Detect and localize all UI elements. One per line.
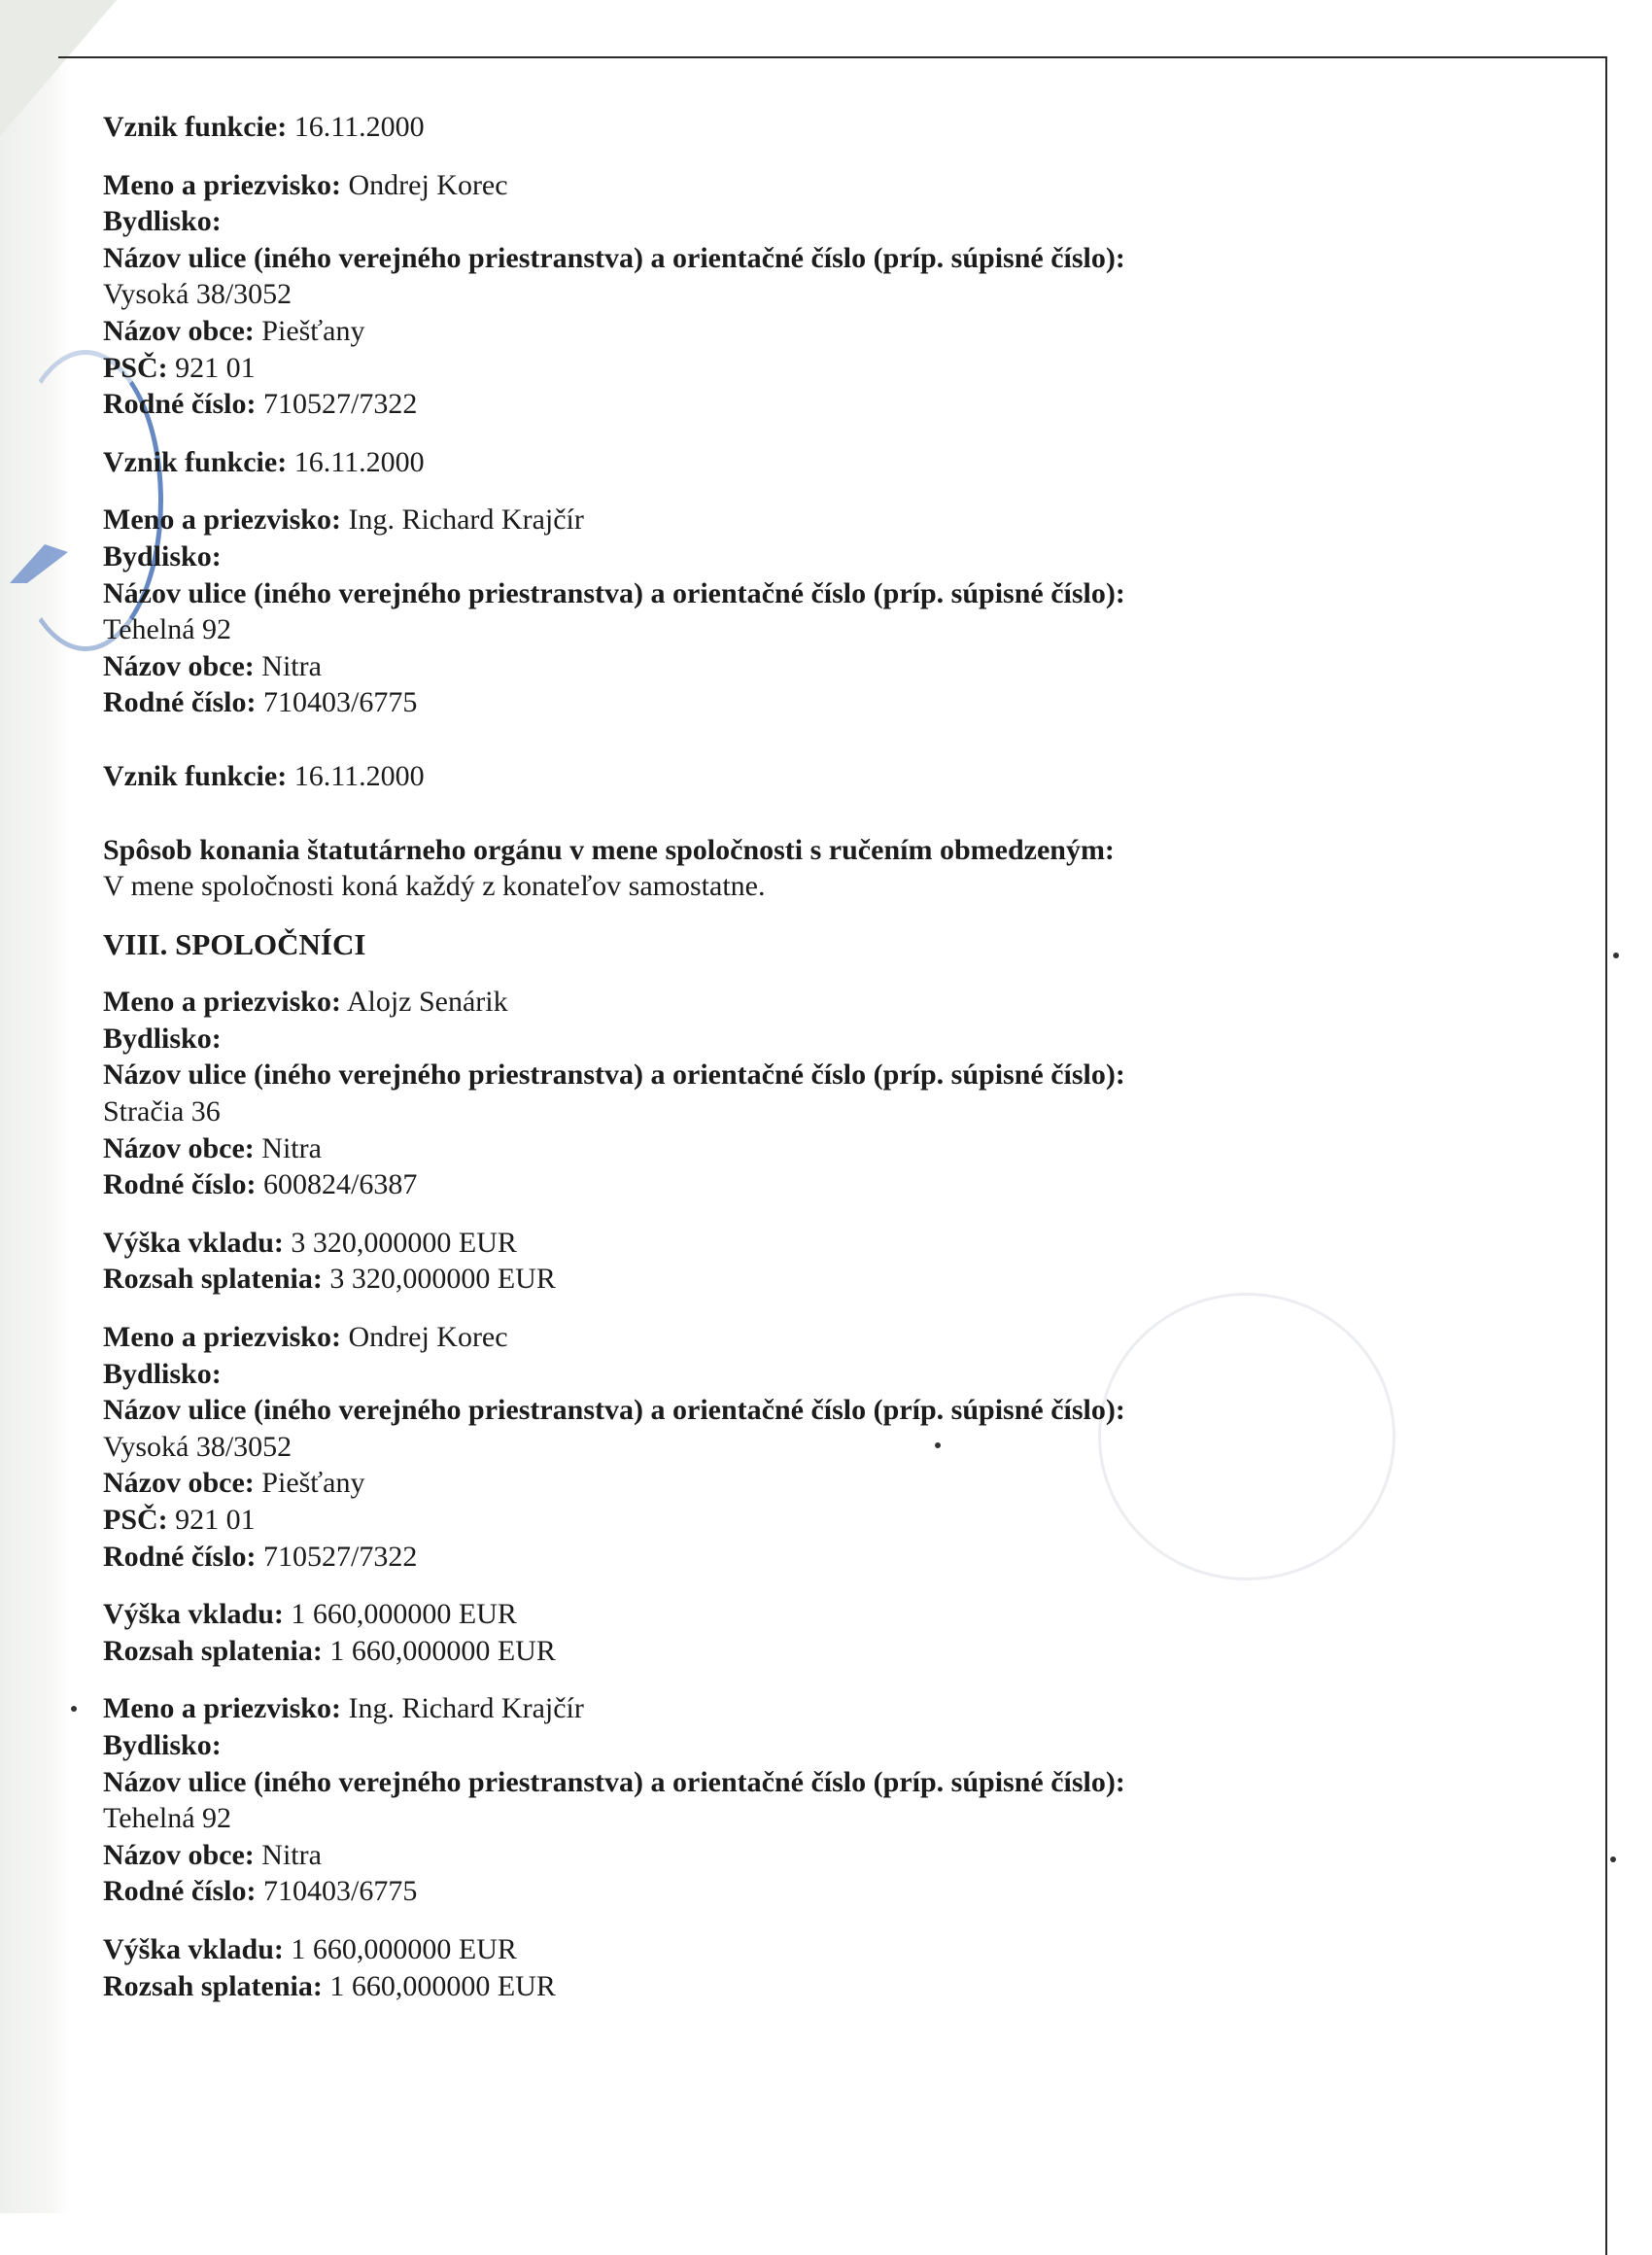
acting-method-label: Spôsob konania štatutárneho orgánu v mene spoločnosti s ručením obmedzeným: <box>103 833 1115 866</box>
field-label: Bydlisko: <box>103 1357 222 1390</box>
birth-number-value: 710403/6775 <box>263 1875 418 1908</box>
field-label: Vznik funkcie: <box>103 111 288 143</box>
acting-method-section <box>103 832 1580 905</box>
field-label: PSČ: <box>103 1504 168 1536</box>
city-value: Nitra <box>261 1131 322 1164</box>
postal-code-value: 921 01 <box>175 351 256 384</box>
birth-number-value: 600824/6387 <box>263 1168 418 1201</box>
field-label: Meno a priezvisko: <box>103 986 341 1019</box>
field-label: Názov obce: <box>103 649 255 682</box>
street-value: Vysoká 38/3052 <box>103 1430 293 1463</box>
field-label: Bydlisko: <box>103 1022 222 1055</box>
field-label: Vznik funkcie: <box>103 445 288 478</box>
field-label: Bydlisko: <box>103 1728 222 1761</box>
konatel-entry <box>103 167 1580 481</box>
street-value: Stračia 36 <box>103 1095 221 1128</box>
spolocnik-entry <box>103 984 1580 1298</box>
field-label: Meno a priezvisko: <box>103 1692 341 1725</box>
field-label: Rozsah splatenia: <box>103 1263 323 1296</box>
birth-number-value: 710527/7322 <box>263 1540 418 1573</box>
paid-value: 1 660,000000 EUR <box>329 1634 556 1667</box>
field-label: Vznik funkcie: <box>103 759 288 792</box>
field-label: Meno a priezvisko: <box>103 1321 341 1354</box>
deposit-value: 1 660,000000 EUR <box>291 1932 517 1965</box>
field-label: Meno a priezvisko: <box>103 168 341 201</box>
field-label: Rozsah splatenia: <box>103 1634 323 1667</box>
field-label: Rodné číslo: <box>103 686 257 719</box>
scan-speck <box>1610 1856 1616 1862</box>
konatel-entry <box>103 502 1580 794</box>
field-label: Názov ulice (iného verejného priestranstva) a orientačné číslo (príp. súpisné číslo): <box>103 1058 1125 1092</box>
document-body <box>103 109 1580 2004</box>
person-name: Ondrej Korec <box>348 168 508 201</box>
field-value: 16.11.2000 <box>293 445 425 478</box>
person-name: Alojz Senárik <box>346 986 508 1019</box>
spolocnik-entry <box>103 1319 1580 1669</box>
field-value: 16.11.2000 <box>293 111 425 143</box>
field-label: Názov ulice (iného verejného priestranstva) a orientačné číslo (príp. súpisné číslo): <box>103 1394 1125 1427</box>
field-label: Výška vkladu: <box>103 1932 284 1965</box>
field-label: Názov obce: <box>103 1467 255 1500</box>
field-label: Názov ulice (iného verejného priestranstva) a orientačné číslo (príp. súpisné číslo): <box>103 1765 1125 1798</box>
spolocnik-entry <box>103 1690 1580 2004</box>
field-label: Bydlisko: <box>103 205 222 238</box>
birth-number-value: 710403/6775 <box>263 686 418 719</box>
section-heading: VIII. SPOLOČNÍCI <box>103 926 366 961</box>
field-label: Názov obce: <box>103 1131 255 1164</box>
field-label: Názov ulice (iného verejného priestranstva) a orientačné číslo (príp. súpisné číslo): <box>103 576 1125 609</box>
field-label: Rodné číslo: <box>103 388 257 421</box>
paid-value: 1 660,000000 EUR <box>329 1969 556 2002</box>
field-label: Rodné číslo: <box>103 1875 257 1908</box>
field-value: 16.11.2000 <box>293 759 425 792</box>
city-value: Piešťany <box>261 1467 365 1500</box>
city-value: Nitra <box>261 649 322 682</box>
street-value: Tehelná 92 <box>103 613 232 646</box>
scan-speck <box>1613 953 1619 958</box>
street-value: Vysoká 38/3052 <box>103 278 293 311</box>
postal-code-value: 921 01 <box>175 1504 256 1536</box>
person-name: Ondrej Korec <box>348 1321 508 1354</box>
field-label: Rodné číslo: <box>103 1540 257 1573</box>
field-label: Výška vkladu: <box>103 1226 284 1259</box>
city-value: Piešťany <box>261 314 365 347</box>
field-label: Meno a priezvisko: <box>103 503 341 537</box>
field-label: Bydlisko: <box>103 539 222 572</box>
vznik-line <box>103 109 1580 146</box>
field-label: Výška vkladu: <box>103 1598 284 1631</box>
field-label: PSČ: <box>103 351 168 384</box>
city-value: Nitra <box>261 1838 322 1871</box>
deposit-value: 3 320,000000 EUR <box>291 1226 517 1259</box>
person-name: Ing. Richard Krajčír <box>348 1692 584 1725</box>
paid-value: 3 320,000000 EUR <box>329 1263 556 1296</box>
field-label: Názov ulice (iného verejného priestranstva) a orientačné číslo (príp. súpisné číslo): <box>103 241 1125 274</box>
scan-speck <box>71 1706 77 1712</box>
field-label: Rodné číslo: <box>103 1168 257 1201</box>
field-label: Rozsah splatenia: <box>103 1969 323 2002</box>
street-value: Tehelná 92 <box>103 1802 232 1835</box>
birth-number-value: 710527/7322 <box>263 388 418 421</box>
deposit-value: 1 660,000000 EUR <box>291 1598 517 1631</box>
acting-method-text: V mene spoločnosti koná každý z konateľov samostatne. <box>103 870 766 903</box>
person-name: Ing. Richard Krajčír <box>348 503 584 537</box>
field-label: Názov obce: <box>103 314 255 347</box>
field-label: Názov obce: <box>103 1838 255 1871</box>
